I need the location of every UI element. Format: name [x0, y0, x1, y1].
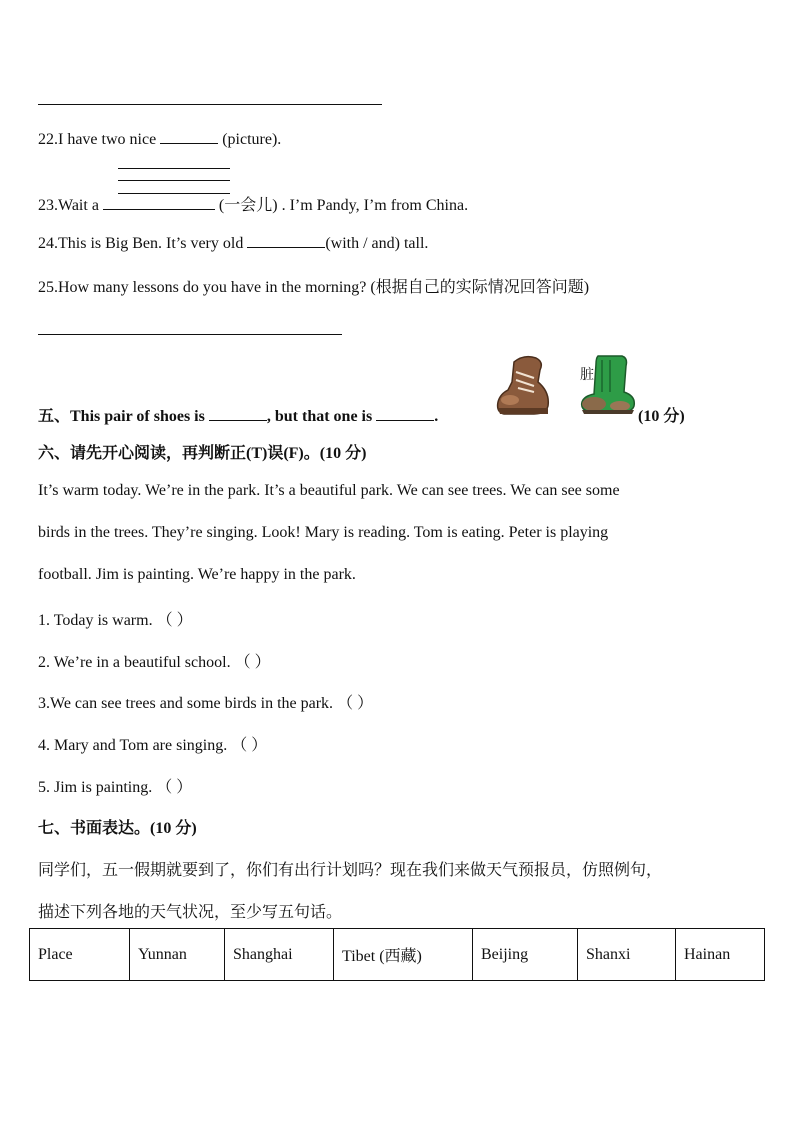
answer-line — [38, 104, 382, 105]
instruction-line-2: 描述下列各地的天气状况，至少写五句话。 — [38, 904, 343, 921]
item-text: 4. Mary and Tom are singing. — [38, 737, 228, 754]
section-5-middle: , but that one is — [266, 408, 377, 425]
question-25: 25.How many lessons do you have in the morning? (根据自己的实际情况回答问题) — [38, 279, 590, 296]
answer-line — [38, 334, 342, 335]
section-5-score: (10 分) — [638, 408, 685, 425]
question-22-suffix: (picture). — [218, 131, 282, 148]
answer-paren[interactable]: （ ） — [337, 695, 374, 712]
answer-blank[interactable] — [160, 129, 218, 144]
answer-paren[interactable]: （ ） — [156, 612, 193, 629]
section-7-heading: 七、书面表达。(10 分) — [38, 820, 197, 837]
instruction-line-1: 同学们，五一假期就要到了，你们有出行计划吗？现在我们来做天气预报员，仿照例句， — [38, 862, 663, 879]
green-boot-icon — [576, 352, 638, 416]
item-text: 2. We’re in a beautiful school. — [38, 654, 231, 671]
question-23-prefix: 23.Wait a — [38, 197, 103, 214]
question-24 — [38, 233, 428, 253]
answer-line — [118, 168, 230, 169]
table-header-cell: Tibet (西藏) — [334, 929, 473, 981]
item-text: 3.We can see trees and some birds in the park. — [38, 695, 334, 712]
table-header-cell: Place — [30, 929, 130, 981]
table-header-cell: Shanxi — [578, 929, 676, 981]
true-false-item-5 — [38, 774, 192, 797]
section-5-end: . — [434, 408, 439, 425]
question-22-prefix: 22.I have two nice — [38, 131, 161, 148]
dirty-label: 脏 — [580, 368, 594, 383]
weather-table — [29, 928, 765, 981]
answer-blank[interactable] — [247, 233, 325, 248]
section-5-question — [38, 403, 438, 426]
question-23-suffix: (一会儿) . I’m Pandy, I’m from China. — [214, 197, 469, 214]
section-6-heading: 六、请先开心阅读，再判断正(T)误(F)。(10 分) — [38, 445, 367, 462]
question-24-prefix: 24.This is Big Ben. It’s very old — [38, 235, 248, 252]
true-false-item-3 — [38, 690, 373, 713]
section-5-prefix: 五、This pair of shoes is — [38, 408, 209, 425]
question-22 — [38, 129, 281, 149]
answer-line — [118, 180, 230, 181]
passage-line-3: football. Jim is painting. We’re happy in the park. — [38, 566, 356, 583]
answer-blank[interactable] — [376, 406, 434, 421]
answer-blank[interactable] — [103, 195, 215, 210]
item-text: 5. Jim is painting. — [38, 779, 153, 796]
answer-paren[interactable]: （ ） — [231, 737, 268, 754]
question-23 — [38, 192, 468, 215]
item-text: 1. Today is warm. — [38, 612, 153, 629]
true-false-item-4 — [38, 732, 267, 755]
table-header-cell: Hainan — [676, 929, 765, 981]
true-false-item-1 — [38, 607, 193, 630]
true-false-item-2 — [38, 649, 271, 672]
table-header-cell: Yunnan — [130, 929, 225, 981]
answer-paren[interactable]: （ ） — [156, 779, 193, 796]
passage-line-2: birds in the trees. They’re singing. Look! Mary is reading. Tom is eating. Peter is playing — [38, 524, 609, 541]
table-header-cell: Beijing — [473, 929, 578, 981]
table-row — [30, 929, 765, 981]
answer-paren[interactable]: （ ） — [234, 654, 271, 671]
brown-shoe-icon — [494, 352, 554, 418]
table-header-cell: Shanghai — [225, 929, 334, 981]
question-24-suffix: (with / and) tall. — [325, 235, 429, 252]
passage-line-1: It’s warm today. We’re in the park. It’s a beautiful park. We can see trees. We can see some — [38, 482, 620, 499]
answer-blank[interactable] — [209, 406, 267, 421]
